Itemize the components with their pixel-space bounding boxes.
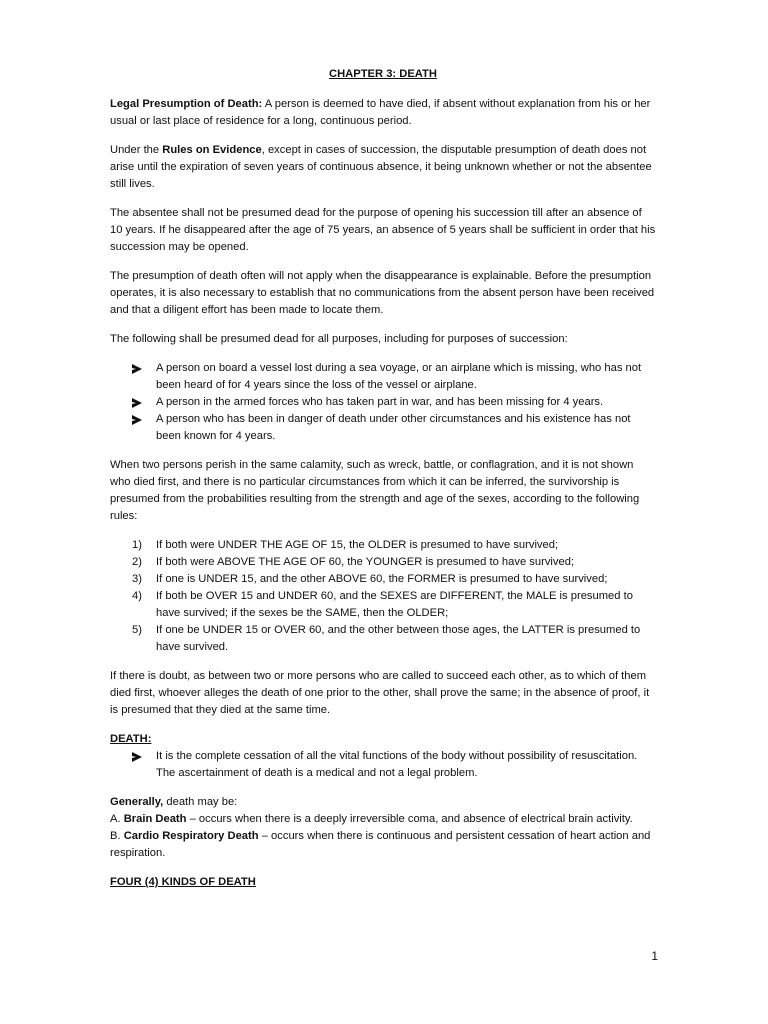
disappearance-paragraph: The presumption of death often will not apply when the disappearance is explainable. Before the presumption operates, it is also necessary to establish that no communications from the absent person have been received and that a diligent effort has been made to locate them. [110,270,655,316]
rule-text: If both were UNDER THE AGE OF 15, the OLDER is presumed to have survived; [156,539,559,551]
rule-number: 5) [132,624,142,636]
list-item [110,554,656,571]
absentee-paragraph: The absentee shall not be presumed dead for the purpose of opening his succession till after an absence of 10 years. If he disappeared after the age of 75 years, an absence of 5 years shall be sufficient in order that his succession may be opened. [110,207,656,253]
generally-line [110,794,656,811]
arrow-bullet-icon [132,360,146,377]
rules-term: Rules on Evidence [162,144,262,156]
rule-text: If one be UNDER 15 or OVER 60, and the other between those ages, the LATTER is presumed to have survived. [156,624,641,653]
cardio-term: Cardio Respiratory Death [123,830,259,842]
arrow-bullet-icon [132,748,146,765]
cardio-prefix: B. [110,830,124,842]
rule-number: 2) [132,556,142,568]
chapter-title: CHAPTER 3: DEATH [329,68,437,80]
generally-text: death may be: [163,796,238,808]
list-item [110,411,656,445]
death-heading: DEATH: [110,733,152,745]
list-item-text: A person who has been in danger of death under other circumstances and his existence has not been known for 4 years. [156,413,631,442]
death-definition-list [110,748,656,782]
rule-text: If both be OVER 15 and UNDER 60, and the SEXES are DIFFERENT, the MALE is presumed to have survived; if the sexes be the SAME, then the OLDER; [156,590,633,619]
rule-number: 4) [132,590,142,602]
rules-pre: Under the [110,144,163,156]
rule-text: If both were ABOVE THE AGE OF 60, the YOUNGER is presumed to have survived; [156,556,575,568]
brain-prefix: A. [110,813,124,825]
rules-post: , except in cases of succession, the disputable presumption of death does not arise until the expiration of seven years of continuous absence, it being unknown whether or not the absentee still lives. [110,144,652,190]
rules-on-evidence-paragraph [110,142,656,193]
rule-number: 1) [132,539,142,551]
survivorship-rules-list [110,537,656,656]
list-item-text: A person on board a vessel lost during a sea voyage, or an airplane which is missing, who has not been heard of for 4 years since the loss of the vessel or airplane. [156,362,642,391]
legal-presumption-text: A person is deemed to have died, if absent without explanation from his or her usual or last place of residence for a long, continuous period. [110,98,651,127]
presumed-dead-intro: The following shall be presumed dead for all purposes, including for purposes of succession: [110,333,568,345]
page-number: 1 [651,949,658,963]
arrow-bullet-icon [132,394,146,411]
brain-text: – occurs when there is a deeply irreversible coma, and absence of electrical brain activity. [186,813,633,825]
doubt-paragraph: If there is doubt, as between two or more persons who are called to succeed each other, as to which of them died first, whoever alleges the death of one prior to the other, shall prove the same; in the absence of proof, it is presumed that they died at the same time. [110,670,650,716]
list-item [110,537,656,554]
arrow-bullet-icon [132,411,146,428]
generally-term: Generally, [110,796,164,808]
rule-text: If one is UNDER 15, and the other ABOVE 60, the FORMER is presumed to have survived; [156,573,608,585]
kinds-of-death-heading: FOUR (4) KINDS OF DEATH [110,876,256,888]
rule-number: 3) [132,573,142,585]
legal-presumption-term: Legal Presumption of Death: [110,98,263,110]
brain-death-line [110,811,656,828]
brain-term: Brain Death [123,813,187,825]
cardio-text: – occurs when there is continuous and persistent cessation of heart action and respiration. [110,830,651,859]
list-item [110,394,656,411]
list-item [110,622,656,656]
cardio-death-line [110,828,656,862]
legal-presumption-paragraph [110,96,656,130]
list-item [110,571,656,588]
calamity-paragraph: When two persons perish in the same calamity, such as wreck, battle, or conflagration, and it is not shown who died first, and there is no particular circumstances from which it can be inferred, the survivorship is presumed from the probabilities resulting from the strength and age of the sexes, according to the following rules: [110,459,640,522]
list-item [110,588,656,622]
presumed-dead-list [110,360,656,445]
list-item [110,360,656,394]
list-item-text: A person in the armed forces who has taken part in war, and has been missing for 4 years. [156,396,604,408]
list-item-text: It is the complete cessation of all the vital functions of the body without possibility of resuscitation. The ascertainment of death is a medical and not a legal problem. [156,750,638,779]
list-item [110,748,656,782]
